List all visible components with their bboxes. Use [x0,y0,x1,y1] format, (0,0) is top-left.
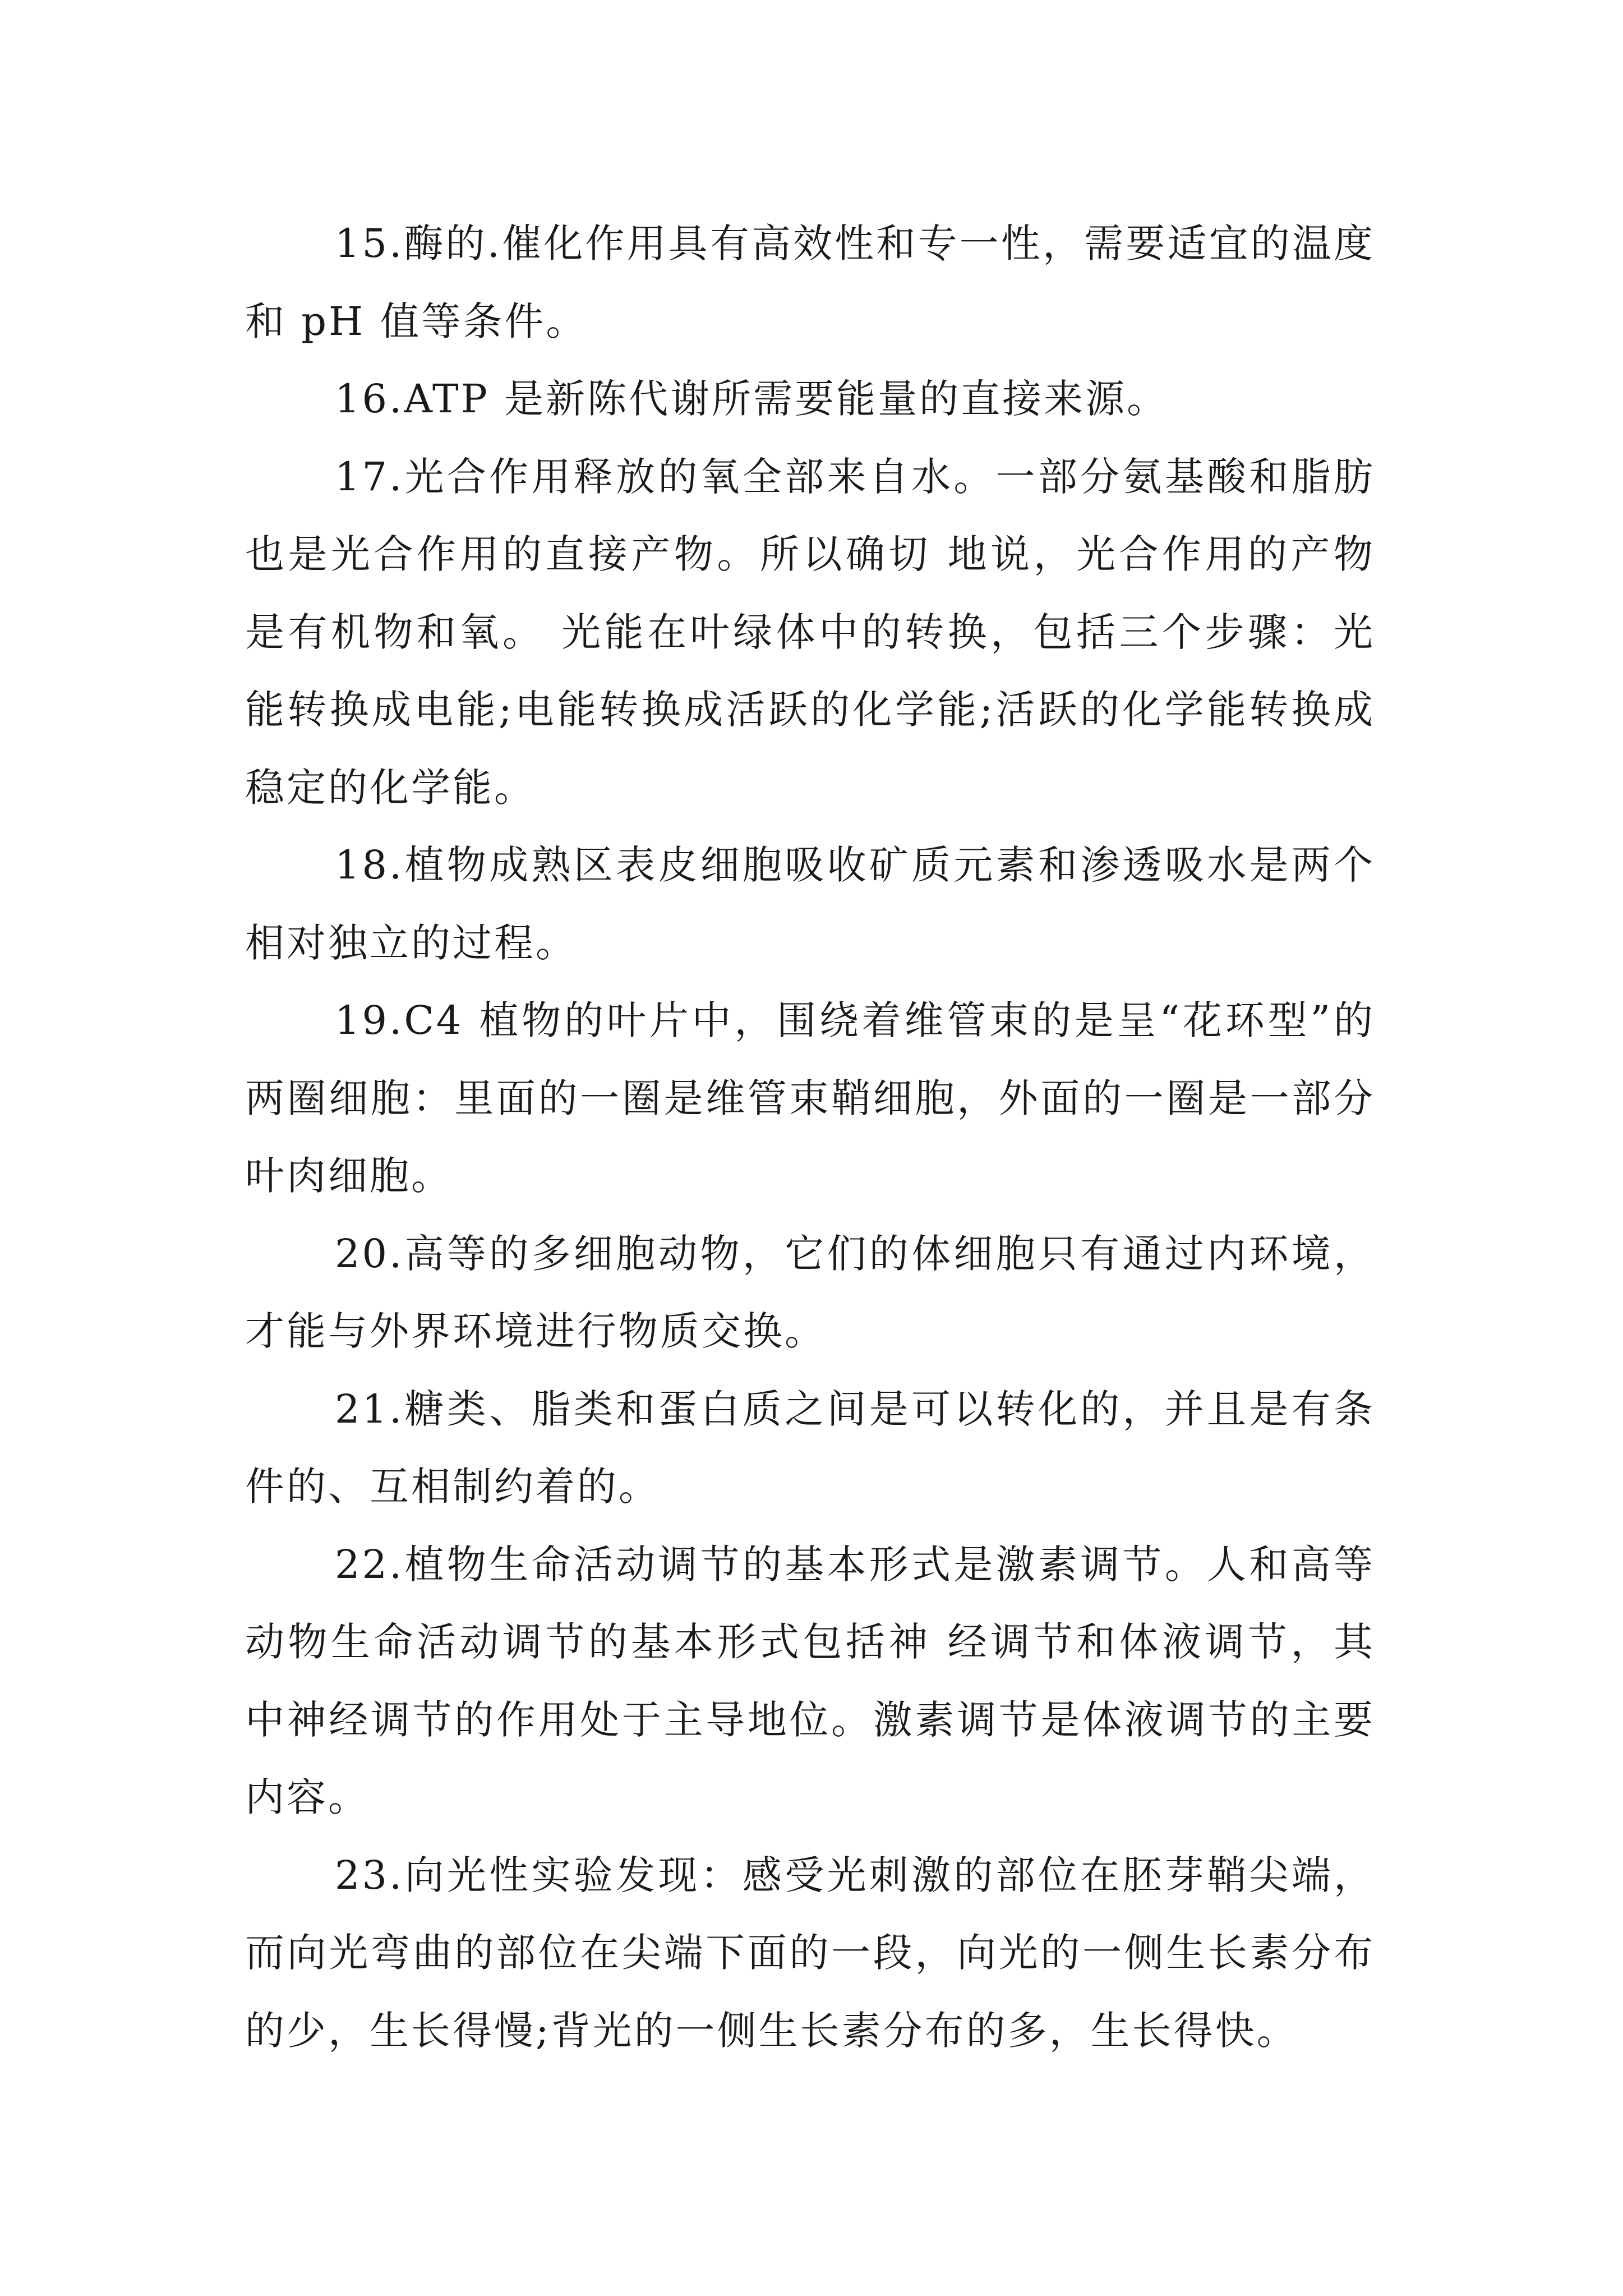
paragraph-17: 17.光合作用释放的氧全部来自水。一部分氨基酸和脂肪也是光合作用的直接产物。所以确切 地说，光合作用的产物是有机物和氧。 光能在叶绿体中的转换，包括三个步骤：光能转换成电能;电能转换成活跃的化学能;活跃的化学能转换成稳定的化学能。 [245,453,1375,811]
paragraph-20: 20.高等的多细胞动物，它们的体细胞只有通过内环境，才能与外界环境进行物质交换。 [245,1230,1375,1354]
document-body [245,205,1375,2069]
paragraph-18: 18.植物成熟区表皮细胞吸收矿质元素和渗透吸水是两个相对独立的过程。 [245,842,1375,966]
paragraph-15: 15.酶的.催化作用具有高效性和专一性，需要适宜的温度和 pH 值等条件。 [245,220,1375,344]
paragraph-16: 16.ATP 是新陈代谢所需要能量的直接来源。 [335,376,1169,422]
paragraph-23: 23.向光性实验发现：感受光刺激的部位在胚芽鞘尖端，而向光弯曲的部位在尖端下面的一段，向光的一侧生长素分布的少，生长得慢;背光的一侧生长素分布的多，生长得快。 [245,1852,1375,2054]
paragraph-22: 22.植物生命活动调节的基本形式是激素调节。人和高等动物生命活动调节的基本形式包括神 经调节和体液调节，其中神经调节的作用处于主导地位。激素调节是体液调节的主要内容。 [245,1541,1375,1820]
paragraph-19: 19.C4 植物的叶片中，围绕着维管束的是呈“花环型”的两圈细胞：里面的一圈是维管束鞘细胞，外面的一圈是一部分叶肉细胞。 [245,997,1375,1199]
paragraph-21: 21.糖类、脂类和蛋白质之间是可以转化的，并且是有条件的、互相制约着的。 [245,1386,1375,1510]
